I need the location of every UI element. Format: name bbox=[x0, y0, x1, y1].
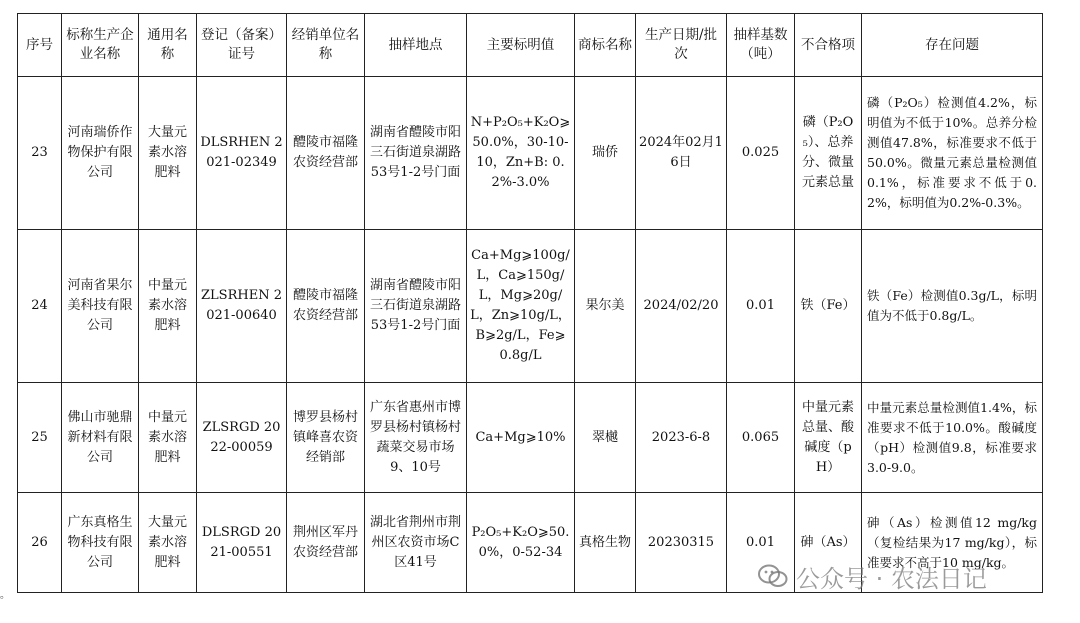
cell-company: 佛山市驰鼎新材料有限公司 bbox=[62, 383, 139, 493]
cell-company: 广东真格生物科技有限公司 bbox=[62, 493, 139, 593]
cell-main-values: Ca+Mg⩾10% bbox=[467, 383, 575, 493]
cell-problem: 砷（As）检测值12 mg/kg（复检结果为17 mg/kg），标准要求不高于10 mg/kg。 bbox=[862, 493, 1043, 593]
header-problems: 存在问题 bbox=[862, 14, 1043, 77]
header-dealer: 经销单位名称 bbox=[287, 14, 365, 77]
watermark-text: 公众号 · 农法日记 bbox=[796, 565, 987, 593]
cell-main-values: N+P₂O₅+K₂O⩾50.0%，30-10-10，Zn+B: 0.2%-3.0% bbox=[467, 77, 575, 230]
cell-fail-items: 磷（P₂O₅）、总养分、微量元素总量 bbox=[795, 77, 862, 230]
cell-generic-name: 中量元素水溶肥料 bbox=[139, 230, 197, 383]
header-location: 抽样地点 bbox=[365, 14, 467, 77]
cell-fail-items: 铁（Fe） bbox=[795, 230, 862, 383]
header-fail-items: 不合格项 bbox=[795, 14, 862, 77]
cell-no: 25 bbox=[18, 383, 62, 493]
cell-brand: 翠樾 bbox=[575, 383, 636, 493]
cell-dealer: 荆州区军丹农资经营部 bbox=[287, 493, 365, 593]
sampling-results-table bbox=[17, 13, 1043, 593]
cell-registration: DLSRGD 2021-00551 bbox=[197, 493, 287, 593]
cell-date: 2024年02月16日 bbox=[636, 77, 727, 230]
cell-problem: 铁（Fe）检测值0.3g/L，标明值为不低于0.8g/L。 bbox=[862, 230, 1043, 383]
cell-registration: ZLSRGD 2022-00059 bbox=[197, 383, 287, 493]
table-row bbox=[18, 493, 1043, 593]
header-date: 生产日期/批次 bbox=[636, 14, 727, 77]
cell-base: 0.01 bbox=[727, 230, 795, 383]
cell-no: 26 bbox=[18, 493, 62, 593]
cell-base: 0.025 bbox=[727, 77, 795, 230]
cell-dealer: 醴陵市福隆农资经营部 bbox=[287, 77, 365, 230]
cell-date: 20230315 bbox=[636, 493, 727, 593]
cell-location: 湖南省醴陵市阳三石街道泉湖路53号1-2号门面 bbox=[365, 230, 467, 383]
header-row bbox=[18, 14, 1043, 77]
cell-location: 湖北省荆州市荆州区农资市场C区41号 bbox=[365, 493, 467, 593]
cell-main-values: P₂O₅+K₂O⩾50.0%，0-52-34 bbox=[467, 493, 575, 593]
cell-date: 2024/02/20 bbox=[636, 230, 727, 383]
header-company: 标称生产企业名称 bbox=[62, 14, 139, 77]
table-row bbox=[18, 230, 1043, 383]
cell-base: 0.065 bbox=[727, 383, 795, 493]
cell-location: 广东省惠州市博罗县杨村镇杨村蔬菜交易市场9、10号 bbox=[365, 383, 467, 493]
cell-dealer: 博罗县杨村镇峰喜农资经销部 bbox=[287, 383, 365, 493]
cell-no: 24 bbox=[18, 230, 62, 383]
cell-brand: 瑞侨 bbox=[575, 77, 636, 230]
header-brand: 商标名称 bbox=[575, 14, 636, 77]
table-row bbox=[18, 383, 1043, 493]
cell-brand: 真格生物 bbox=[575, 493, 636, 593]
cell-company: 河南瑞侨作物保护有限公司 bbox=[62, 77, 139, 230]
cell-problem: 中量元素总量检测值1.4%，标准要求不低于10.0%。酸碱度（pH）检测值9.8，标准要求3.0-9.0。 bbox=[862, 383, 1043, 493]
cell-brand: 果尔美 bbox=[575, 230, 636, 383]
cell-fail-items: 中量元素总量、酸碱度（pH） bbox=[795, 383, 862, 493]
header-base: 抽样基数（吨） bbox=[727, 14, 795, 77]
page-mark: 。 bbox=[0, 590, 10, 601]
cell-location: 湖南省醴陵市阳三石街道泉湖路53号1-2号门面 bbox=[365, 77, 467, 230]
header-no: 序号 bbox=[18, 14, 62, 77]
cell-dealer: 醴陵市福隆农资经营部 bbox=[287, 230, 365, 383]
cell-generic-name: 中量元素水溶肥料 bbox=[139, 383, 197, 493]
header-registration: 登记（备案）证号 bbox=[197, 14, 287, 77]
cell-problem: 磷（P₂O₅）检测值4.2%，标明值为不低于10%。总养分检测值47.8%，标准要求不低于50.0%。微量元素总量检测值0.1%，标准要求不低于0.2%，标明值为0.2%-0.3%。 bbox=[862, 77, 1043, 230]
cell-base: 0.01 bbox=[727, 493, 795, 593]
cell-company: 河南省果尔美科技有限公司 bbox=[62, 230, 139, 383]
cell-no: 23 bbox=[18, 77, 62, 230]
cell-registration: ZLSRHEN 2021-00640 bbox=[197, 230, 287, 383]
cell-date: 2023-6-8 bbox=[636, 383, 727, 493]
cell-fail-items: 砷（As） bbox=[795, 493, 862, 593]
cell-generic-name: 大量元素水溶肥料 bbox=[139, 493, 197, 593]
header-main-values: 主要标明值 bbox=[467, 14, 575, 77]
table-row bbox=[18, 77, 1043, 230]
header-generic-name: 通用名称 bbox=[139, 14, 197, 77]
cell-registration: DLSRHEN 2021-02349 bbox=[197, 77, 287, 230]
cell-generic-name: 大量元素水溶肥料 bbox=[139, 77, 197, 230]
cell-main-values: Ca+Mg⩾100g/L，Ca⩾150g/L，Mg⩾20g/L，Zn⩾10g/L，B⩾2g/L，Fe⩾0.8g/L bbox=[467, 230, 575, 383]
